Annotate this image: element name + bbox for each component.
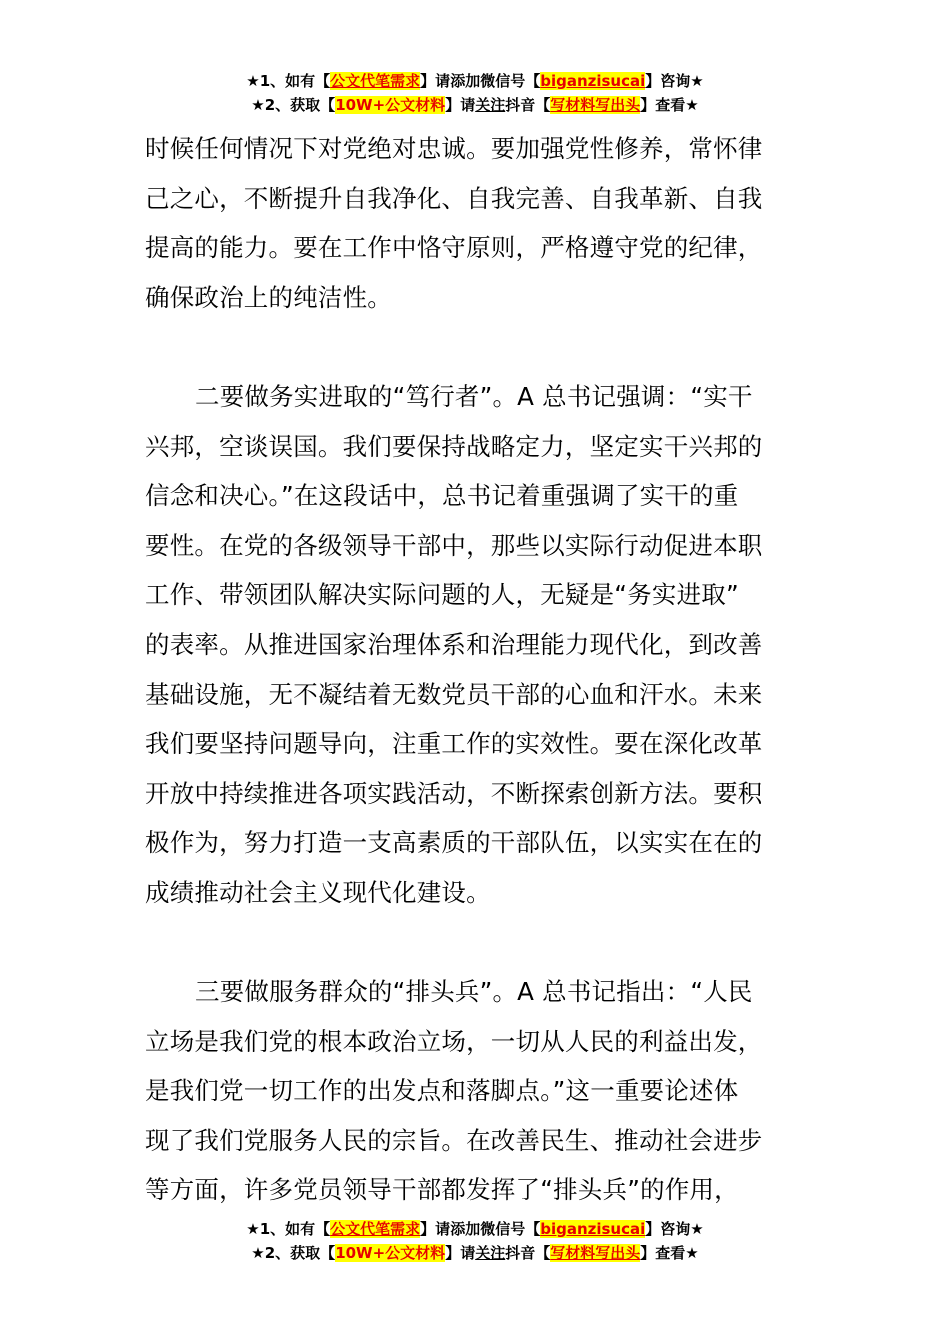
paragraph-2: 二要做务实进取的“笃行者”。A 总书记强调：“实干 兴邦，空谈误国。我们要保持战略定力，坚定实干兴邦的 信念和决心。”在这段话中，总书记着重强调了实干的重 要性。在党的各级领导干部中，那些以实际行动促进本职 工作、带领团队解决实际问题的人，无疑是“务实进取” 的表率。从推进国家治理体系和治理能力现代化，到改善 基础设施，无不凝结着无数党员干部的心血和汗水。未来 我们要坚持问题导向，注重工作的实效性。要在深化改革 开放中持续推进各项实践活动，不断探索创新方法。要积 极作为，努力打造一支高素质的干部队伍，以实实在在的 成绩推动社会主义现代化建设。 (145, 381, 763, 907)
promo-highlight-service: 公文代笔需求 (330, 72, 421, 90)
promo-highlight-service: 公文代笔需求 (330, 1220, 421, 1238)
paragraph-3: 三要做服务群众的“排头兵”。A 总书记指出：“人民 立场是我们党的根本政治立场，一切从人民的利益出发， 是我们党一切工作的出发点和落脚点。”这一重要论述体 现了我们党服务人民的宗旨。在改善民生、推动社会进步 等方面，许多党员领导干部都发挥了“排头兵”的作用， (145, 977, 763, 1205)
promo-line-1: ★1、如有【公文代笔需求】请添加微信号【biganzisucai】咨询★ (246, 1220, 704, 1238)
paragraph-1: 时候任何情况下对党绝对忠诚。要加强党性修养，常怀律 己之心，不断提升自我净化、自我完善、自我革新、自我 提高的能力。要在工作中恪守原则，严格遵守党的纪律， 确保政治上的纯洁性。 (145, 134, 763, 312)
promo-highlight-materials: 10W+公文材料 (335, 1244, 446, 1262)
promo-highlight-douyin: 写材料写出头 (550, 96, 641, 114)
promo-highlight-materials: 10W+公文材料 (335, 96, 446, 114)
promo-line-2: ★2、获取【10W+公文材料】请关注抖音【写材料写出头】查看★ (251, 1244, 699, 1262)
promo-line-1: ★1、如有【公文代笔需求】请添加微信号【biganzisucai】咨询★ (246, 72, 704, 90)
document-body (145, 124, 809, 1215)
promo-highlight-douyin: 写材料写出头 (550, 1244, 641, 1262)
promo-line-2: ★2、获取【10W+公文材料】请关注抖音【写材料写出头】查看★ (251, 96, 699, 114)
header-promo-banner (0, 69, 950, 117)
promo-highlight-wechat-id: biganzisucai (540, 1220, 646, 1238)
promo-highlight-wechat-id: biganzisucai (540, 72, 646, 90)
paragraph-gap (145, 322, 809, 372)
paragraph-gap (145, 918, 809, 968)
footer-promo-banner (0, 1217, 950, 1265)
